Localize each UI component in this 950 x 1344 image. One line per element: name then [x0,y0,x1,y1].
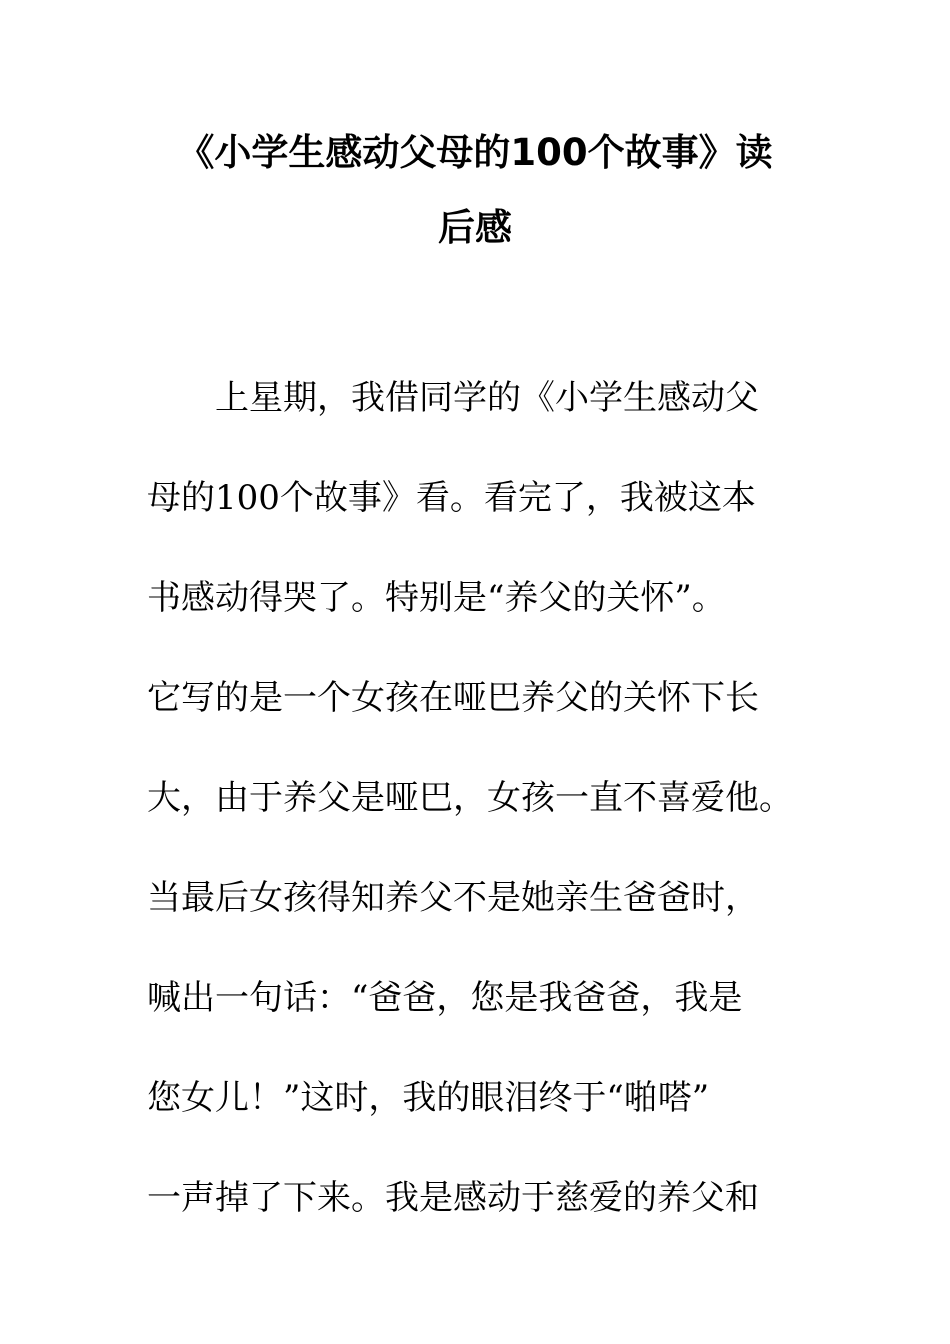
document-title-line-2: 后感 [438,206,512,249]
body-line-5: 大，由于养父是哑巴，女孩一直不喜爱他。 [147,778,793,818]
body-line-2: 母的100个故事》看。看完了，我被这本 [147,478,756,518]
body-line-3: 书感动得哭了。特别是“养父的关怀”。 [147,578,726,618]
body-line-4: 它写的是一个女孩在哑巴养父的关怀下长 [147,678,759,718]
body-line-1: 上星期，我借同学的《小学生感动父 [215,378,759,418]
body-line-7: 喊出一句话：“爸爸，您是我爸爸，我是 [147,978,743,1018]
document-title-line-1: 《小学生感动父母的100个故事》读 [177,131,773,174]
body-line-6: 当最后女孩得知养父不是她亲生爸爸时， [147,878,759,918]
body-line-9: 一声掉了下来。我是感动于慈爱的养父和 [147,1178,759,1218]
body-line-8: 您女儿！”这时，我的眼泪终于“啪嗒” [147,1078,710,1118]
